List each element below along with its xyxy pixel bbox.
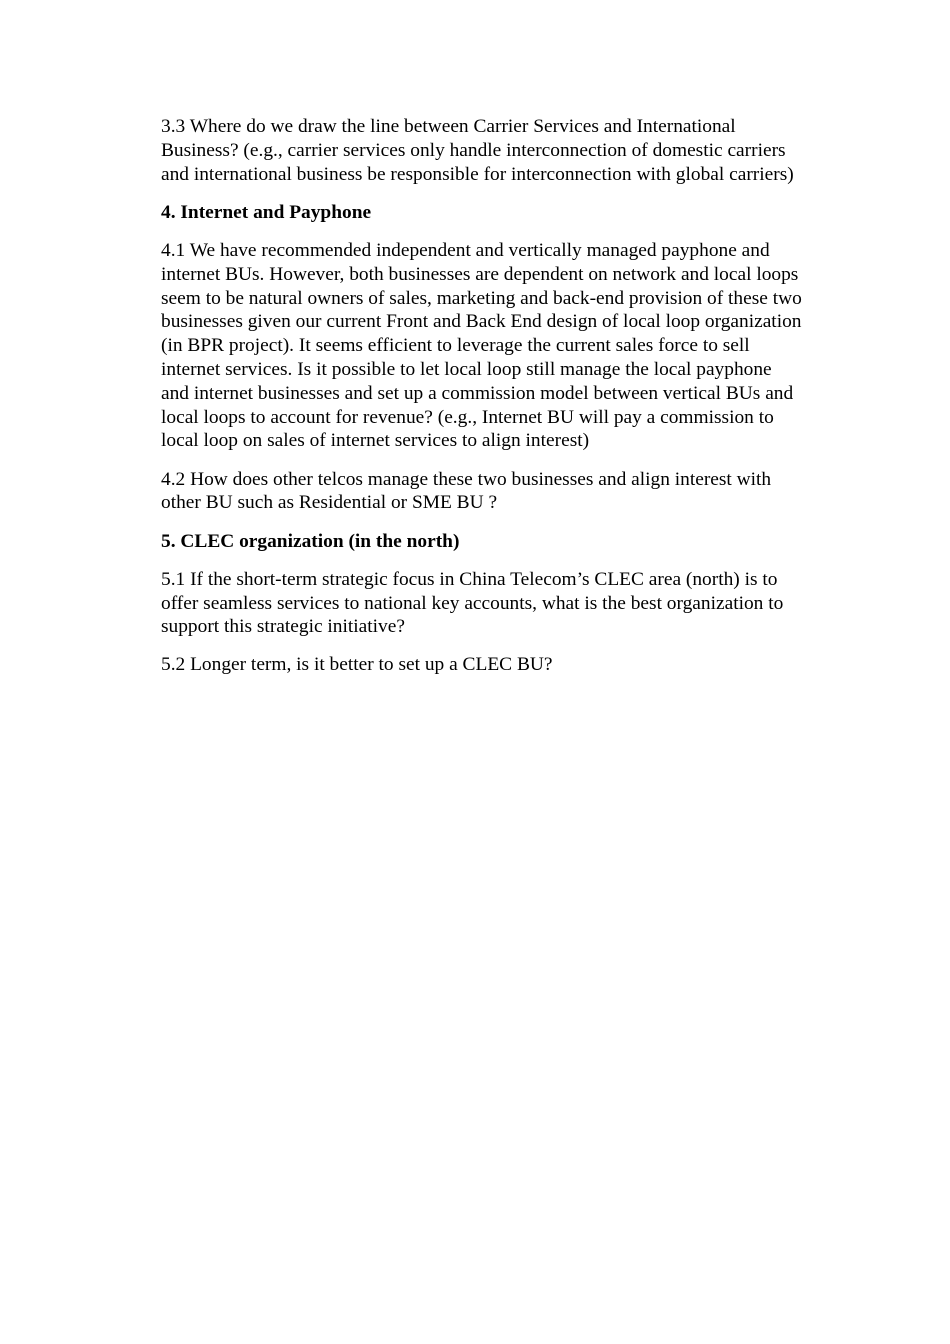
section-heading-clec-organization: 5. CLEC organization (in the north): [161, 530, 460, 552]
document-page: [161, 115, 861, 692]
paragraph-4-2: 4.2 How does other telcos manage these two businesses and align interest with other BU such as Residential or SME BU ?: [161, 468, 772, 514]
paragraph-3-3: 3.3 Where do we draw the line between Carrier Services and International Business? (e.g., carrier services only handle interconnection of domestic carriers and international business be responsible for interconnection with global carriers): [161, 116, 794, 185]
paragraph-4-1: 4.1 We have recommended independent and vertically managed payphone and internet BUs. However, both businesses are dependent on network and local loops seem to be natural owners of sales, marketing and back-end provision of these two businesses given our current Front and Back End design of local loop organization (in BPR project). It seems efficient to leverage the current sales force to sell internet services. Is it possible to let local loop still manage the local payphone and internet businesses and set up a commission model between vertical BUs and local loops to account for revenue? (e.g., Internet BU will pay a commission to local loop on sales of internet services to align interest): [161, 239, 802, 452]
section-heading-internet-payphone: 4. Internet and Payphone: [161, 201, 372, 223]
paragraph-5-2: 5.2 Longer term, is it better to set up a CLEC BU?: [161, 654, 553, 676]
paragraph-5-1: 5.1 If the short-term strategic focus in China Telecom’s CLEC area (north) is to offer seamless services to national key accounts, what is the best organization to support this strategic initiative?: [161, 568, 784, 638]
